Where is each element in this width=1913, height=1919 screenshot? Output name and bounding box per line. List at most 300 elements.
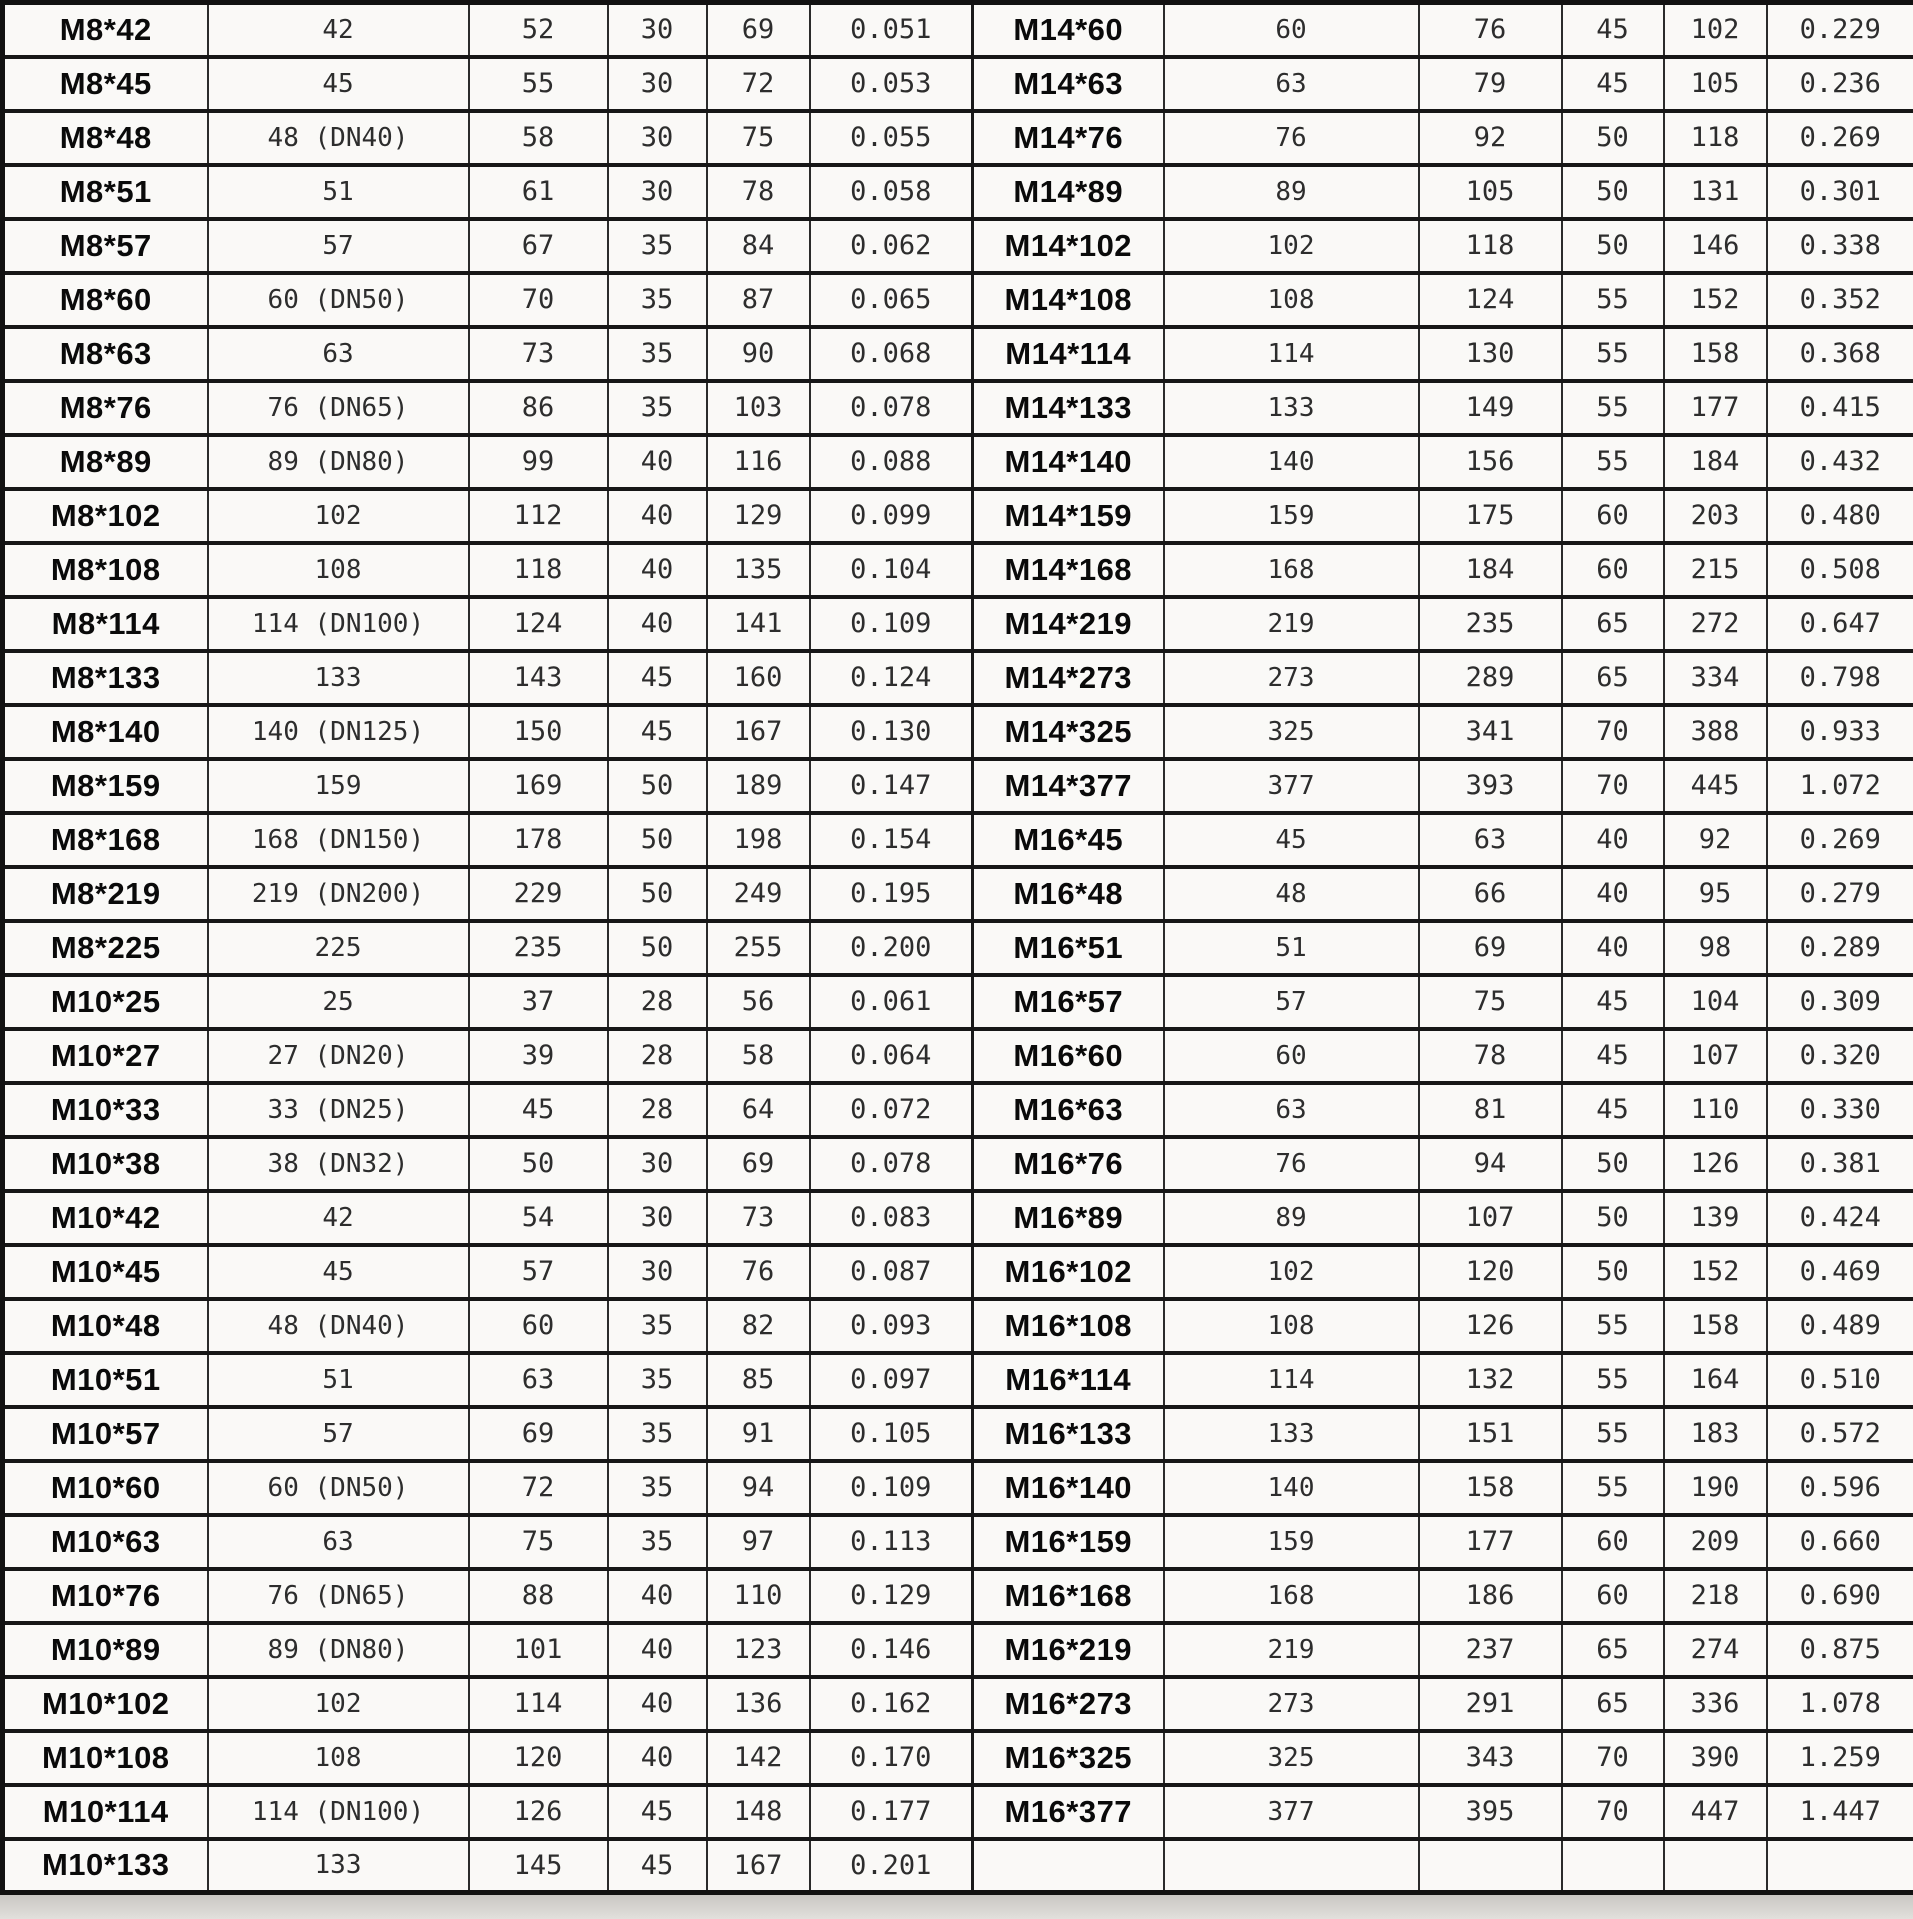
- value-cell: 168 (DN150): [208, 813, 469, 867]
- model-cell: M14*60: [973, 3, 1164, 57]
- model-cell: M16*57: [973, 975, 1164, 1029]
- value-cell: 0.093: [810, 1299, 973, 1353]
- value-cell: 129: [707, 489, 810, 543]
- value-cell: 123: [707, 1623, 810, 1677]
- value-cell: 42: [208, 1191, 469, 1245]
- value-cell: 0.062: [810, 219, 973, 273]
- value-cell: 140: [1164, 1461, 1419, 1515]
- model-cell: M16*89: [973, 1191, 1164, 1245]
- model-cell: M16*377: [973, 1785, 1164, 1839]
- value-cell: 40: [1562, 921, 1664, 975]
- value-cell: 51: [208, 1353, 469, 1407]
- value-cell: 103: [707, 381, 810, 435]
- value-cell: 45: [208, 1245, 469, 1299]
- value-cell: 114 (DN100): [208, 1785, 469, 1839]
- value-cell: 35: [608, 381, 707, 435]
- model-cell: M14*63: [973, 57, 1164, 111]
- model-cell: M10*51: [3, 1353, 208, 1407]
- value-cell: 90: [707, 327, 810, 381]
- value-cell: 169: [469, 759, 608, 813]
- value-cell: 118: [1419, 219, 1562, 273]
- model-cell: M16*133: [973, 1407, 1164, 1461]
- model-cell: M10*25: [3, 975, 208, 1029]
- value-cell: 135: [707, 543, 810, 597]
- table-row: [3, 219, 1913, 273]
- value-cell: 175: [1419, 489, 1562, 543]
- value-cell: 60: [1164, 1029, 1419, 1083]
- value-cell: 136: [707, 1677, 810, 1731]
- value-cell: 92: [1419, 111, 1562, 165]
- value-cell: 273: [1164, 651, 1419, 705]
- value-cell: 102: [208, 1677, 469, 1731]
- value-cell: 105: [1664, 57, 1767, 111]
- value-cell: 57: [208, 1407, 469, 1461]
- table-row: [3, 327, 1913, 381]
- model-cell: M8*225: [3, 921, 208, 975]
- value-cell: 145: [469, 1839, 608, 1893]
- value-cell: 73: [707, 1191, 810, 1245]
- value-cell: 45: [608, 1785, 707, 1839]
- model-cell: M14*108: [973, 273, 1164, 327]
- value-cell: 0.301: [1767, 165, 1913, 219]
- value-cell: 0.072: [810, 1083, 973, 1137]
- value-cell: 60: [1562, 1569, 1664, 1623]
- value-cell: 45: [1562, 3, 1664, 57]
- value-cell: 97: [707, 1515, 810, 1569]
- model-cell: M10*57: [3, 1407, 208, 1461]
- model-cell: M14*273: [973, 651, 1164, 705]
- value-cell: 1.447: [1767, 1785, 1913, 1839]
- value-cell: 164: [1664, 1353, 1767, 1407]
- value-cell: 0.432: [1767, 435, 1913, 489]
- value-cell: 101: [469, 1623, 608, 1677]
- model-cell: M14*76: [973, 111, 1164, 165]
- model-cell: M14*114: [973, 327, 1164, 381]
- value-cell: 0.415: [1767, 381, 1913, 435]
- value-cell: 0.078: [810, 381, 973, 435]
- value-cell: 325: [1164, 705, 1419, 759]
- value-cell: 60 (DN50): [208, 1461, 469, 1515]
- value-cell: 75: [469, 1515, 608, 1569]
- model-cell: M8*48: [3, 111, 208, 165]
- model-cell: M16*60: [973, 1029, 1164, 1083]
- model-cell: M16*108: [973, 1299, 1164, 1353]
- value-cell: 0.109: [810, 1461, 973, 1515]
- value-cell: 141: [707, 597, 810, 651]
- value-cell: 63: [208, 327, 469, 381]
- model-cell: M16*325: [973, 1731, 1164, 1785]
- table-row: [3, 1623, 1913, 1677]
- value-cell: 52: [469, 3, 608, 57]
- value-cell: 219 (DN200): [208, 867, 469, 921]
- value-cell: 48 (DN40): [208, 1299, 469, 1353]
- model-cell: [973, 1839, 1164, 1893]
- table-row: [3, 1677, 1913, 1731]
- value-cell: 55: [1562, 1407, 1664, 1461]
- value-cell: 45: [1562, 57, 1664, 111]
- value-cell: 0.051: [810, 3, 973, 57]
- value-cell: 152: [1664, 273, 1767, 327]
- value-cell: 81: [1419, 1083, 1562, 1137]
- value-cell: 38 (DN32): [208, 1137, 469, 1191]
- table-row: [3, 921, 1913, 975]
- value-cell: 0.065: [810, 273, 973, 327]
- table-row: [3, 1299, 1913, 1353]
- model-cell: M8*60: [3, 273, 208, 327]
- value-cell: 104: [1664, 975, 1767, 1029]
- table-row: [3, 1083, 1913, 1137]
- value-cell: 50: [1562, 1245, 1664, 1299]
- value-cell: 86: [469, 381, 608, 435]
- model-cell: M10*60: [3, 1461, 208, 1515]
- value-cell: 120: [469, 1731, 608, 1785]
- value-cell: 99: [469, 435, 608, 489]
- value-cell: 69: [469, 1407, 608, 1461]
- value-cell: 108: [208, 543, 469, 597]
- value-cell: 0.480: [1767, 489, 1913, 543]
- model-cell: M16*45: [973, 813, 1164, 867]
- value-cell: 78: [1419, 1029, 1562, 1083]
- model-cell: M16*102: [973, 1245, 1164, 1299]
- value-cell: 0.087: [810, 1245, 973, 1299]
- value-cell: 235: [1419, 597, 1562, 651]
- value-cell: 0.146: [810, 1623, 973, 1677]
- value-cell: 76: [1164, 1137, 1419, 1191]
- model-cell: M10*45: [3, 1245, 208, 1299]
- value-cell: 30: [608, 1245, 707, 1299]
- model-cell: M10*114: [3, 1785, 208, 1839]
- value-cell: 70: [469, 273, 608, 327]
- value-cell: 82: [707, 1299, 810, 1353]
- value-cell: 0.147: [810, 759, 973, 813]
- table-row: [3, 1137, 1913, 1191]
- value-cell: 94: [1419, 1137, 1562, 1191]
- value-cell: 61: [469, 165, 608, 219]
- table-row: [3, 1245, 1913, 1299]
- model-cell: M10*27: [3, 1029, 208, 1083]
- value-cell: 0.660: [1767, 1515, 1913, 1569]
- value-cell: 42: [208, 3, 469, 57]
- value-cell: 447: [1664, 1785, 1767, 1839]
- value-cell: 255: [707, 921, 810, 975]
- model-cell: M14*89: [973, 165, 1164, 219]
- model-cell: M16*273: [973, 1677, 1164, 1731]
- value-cell: 177: [1664, 381, 1767, 435]
- value-cell: 0.124: [810, 651, 973, 705]
- value-cell: 177: [1419, 1515, 1562, 1569]
- value-cell: 70: [1562, 1731, 1664, 1785]
- value-cell: 79: [1419, 57, 1562, 111]
- value-cell: 35: [608, 219, 707, 273]
- value-cell: 325: [1164, 1731, 1419, 1785]
- model-cell: M14*325: [973, 705, 1164, 759]
- value-cell: 184: [1419, 543, 1562, 597]
- value-cell: 45: [469, 1083, 608, 1137]
- value-cell: 272: [1664, 597, 1767, 651]
- value-cell: 76 (DN65): [208, 1569, 469, 1623]
- value-cell: 168: [1164, 1569, 1419, 1623]
- value-cell: 0.088: [810, 435, 973, 489]
- value-cell: 54: [469, 1191, 608, 1245]
- value-cell: 189: [707, 759, 810, 813]
- model-cell: M16*76: [973, 1137, 1164, 1191]
- value-cell: 114: [469, 1677, 608, 1731]
- value-cell: 158: [1419, 1461, 1562, 1515]
- table-row: [3, 813, 1913, 867]
- value-cell: 126: [469, 1785, 608, 1839]
- value-cell: 140 (DN125): [208, 705, 469, 759]
- value-cell: 0.269: [1767, 813, 1913, 867]
- value-cell: 45: [1562, 1083, 1664, 1137]
- value-cell: 45: [608, 651, 707, 705]
- value-cell: 0.236: [1767, 57, 1913, 111]
- value-cell: 235: [469, 921, 608, 975]
- value-cell: 40: [608, 597, 707, 651]
- value-cell: 69: [707, 1137, 810, 1191]
- value-cell: 60: [1562, 1515, 1664, 1569]
- value-cell: 72: [469, 1461, 608, 1515]
- value-cell: 58: [469, 111, 608, 165]
- value-cell: 1.259: [1767, 1731, 1913, 1785]
- model-cell: M8*168: [3, 813, 208, 867]
- value-cell: 40: [1562, 813, 1664, 867]
- value-cell: 30: [608, 1137, 707, 1191]
- value-cell: 132: [1419, 1353, 1562, 1407]
- value-cell: 108: [208, 1731, 469, 1785]
- value-cell: 50: [1562, 219, 1664, 273]
- table-row: [3, 597, 1913, 651]
- value-cell: 116: [707, 435, 810, 489]
- value-cell: 67: [469, 219, 608, 273]
- model-cell: M16*48: [973, 867, 1164, 921]
- value-cell: 76: [1164, 111, 1419, 165]
- value-cell: 0.129: [810, 1569, 973, 1623]
- value-cell: 65: [1562, 1677, 1664, 1731]
- value-cell: 55: [1562, 327, 1664, 381]
- value-cell: 30: [608, 57, 707, 111]
- value-cell: 88: [469, 1569, 608, 1623]
- value-cell: 237: [1419, 1623, 1562, 1677]
- value-cell: 0.154: [810, 813, 973, 867]
- value-cell: 159: [208, 759, 469, 813]
- value-cell: 336: [1664, 1677, 1767, 1731]
- value-cell: 76: [707, 1245, 810, 1299]
- value-cell: 37: [469, 975, 608, 1029]
- value-cell: 219: [1164, 597, 1419, 651]
- value-cell: 102: [1164, 1245, 1419, 1299]
- value-cell: 112: [469, 489, 608, 543]
- value-cell: [1767, 1839, 1913, 1893]
- value-cell: 118: [469, 543, 608, 597]
- value-cell: 0.424: [1767, 1191, 1913, 1245]
- value-cell: 64: [707, 1083, 810, 1137]
- value-cell: 84: [707, 219, 810, 273]
- value-cell: 91: [707, 1407, 810, 1461]
- value-cell: 0.289: [1767, 921, 1913, 975]
- value-cell: 108: [1164, 273, 1419, 327]
- table-row: [3, 759, 1913, 813]
- value-cell: 167: [707, 1839, 810, 1893]
- table-row: [3, 435, 1913, 489]
- value-cell: 60 (DN50): [208, 273, 469, 327]
- value-cell: 114: [1164, 327, 1419, 381]
- value-cell: 198: [707, 813, 810, 867]
- model-cell: M16*63: [973, 1083, 1164, 1137]
- value-cell: 89: [1164, 1191, 1419, 1245]
- value-cell: [1419, 1839, 1562, 1893]
- model-cell: M10*133: [3, 1839, 208, 1893]
- value-cell: 156: [1419, 435, 1562, 489]
- value-cell: 50: [1562, 165, 1664, 219]
- value-cell: 190: [1664, 1461, 1767, 1515]
- value-cell: 35: [608, 1353, 707, 1407]
- model-cell: M8*219: [3, 867, 208, 921]
- table-row: [3, 489, 1913, 543]
- value-cell: 126: [1664, 1137, 1767, 1191]
- value-cell: 124: [1419, 273, 1562, 327]
- value-cell: 151: [1419, 1407, 1562, 1461]
- value-cell: 87: [707, 273, 810, 327]
- value-cell: 0.320: [1767, 1029, 1913, 1083]
- value-cell: 334: [1664, 651, 1767, 705]
- value-cell: 66: [1419, 867, 1562, 921]
- model-cell: M16*114: [973, 1353, 1164, 1407]
- value-cell: 73: [469, 327, 608, 381]
- value-cell: 40: [608, 1677, 707, 1731]
- value-cell: 78: [707, 165, 810, 219]
- value-cell: 28: [608, 1083, 707, 1137]
- value-cell: 148: [707, 1785, 810, 1839]
- value-cell: 55: [1562, 1353, 1664, 1407]
- value-cell: 40: [608, 543, 707, 597]
- value-cell: 55: [1562, 435, 1664, 489]
- value-cell: 70: [1562, 759, 1664, 813]
- value-cell: 60: [1164, 3, 1419, 57]
- value-cell: 130: [1419, 327, 1562, 381]
- value-cell: 63: [1164, 57, 1419, 111]
- value-cell: 94: [707, 1461, 810, 1515]
- table-row: [3, 111, 1913, 165]
- value-cell: 110: [707, 1569, 810, 1623]
- value-cell: 85: [707, 1353, 810, 1407]
- value-cell: 120: [1419, 1245, 1562, 1299]
- value-cell: 0.489: [1767, 1299, 1913, 1353]
- model-cell: M8*57: [3, 219, 208, 273]
- value-cell: 39: [469, 1029, 608, 1083]
- model-cell: M10*89: [3, 1623, 208, 1677]
- value-cell: 55: [1562, 273, 1664, 327]
- value-cell: 40: [608, 489, 707, 543]
- value-cell: 343: [1419, 1731, 1562, 1785]
- model-cell: M10*108: [3, 1731, 208, 1785]
- value-cell: 388: [1664, 705, 1767, 759]
- value-cell: 57: [208, 219, 469, 273]
- value-cell: 0.572: [1767, 1407, 1913, 1461]
- value-cell: 445: [1664, 759, 1767, 813]
- model-cell: M16*159: [973, 1515, 1164, 1569]
- model-cell: M16*168: [973, 1569, 1164, 1623]
- model-cell: M8*108: [3, 543, 208, 597]
- value-cell: 0.309: [1767, 975, 1913, 1029]
- value-cell: 225: [208, 921, 469, 975]
- value-cell: 114 (DN100): [208, 597, 469, 651]
- value-cell: 110: [1664, 1083, 1767, 1137]
- value-cell: 50: [608, 759, 707, 813]
- model-cell: M16*51: [973, 921, 1164, 975]
- value-cell: 25: [208, 975, 469, 1029]
- value-cell: 0.055: [810, 111, 973, 165]
- value-cell: 40: [608, 1569, 707, 1623]
- value-cell: 55: [1562, 1299, 1664, 1353]
- value-cell: 0.279: [1767, 867, 1913, 921]
- table-row: [3, 651, 1913, 705]
- model-cell: M8*42: [3, 3, 208, 57]
- model-cell: M8*51: [3, 165, 208, 219]
- value-cell: 0.078: [810, 1137, 973, 1191]
- value-cell: 63: [1164, 1083, 1419, 1137]
- value-cell: 395: [1419, 1785, 1562, 1839]
- value-cell: 0.690: [1767, 1569, 1913, 1623]
- value-cell: 0.053: [810, 57, 973, 111]
- value-cell: 48: [1164, 867, 1419, 921]
- table-row: [3, 1407, 1913, 1461]
- table-row: [3, 3, 1913, 57]
- value-cell: 183: [1664, 1407, 1767, 1461]
- value-cell: 40: [608, 435, 707, 489]
- value-cell: 0.381: [1767, 1137, 1913, 1191]
- value-cell: 65: [1562, 597, 1664, 651]
- model-cell: M8*140: [3, 705, 208, 759]
- value-cell: [1664, 1839, 1767, 1893]
- value-cell: 0.177: [810, 1785, 973, 1839]
- value-cell: 0.064: [810, 1029, 973, 1083]
- value-cell: 158: [1664, 327, 1767, 381]
- value-cell: 140: [1164, 435, 1419, 489]
- table-row: [3, 1461, 1913, 1515]
- value-cell: 124: [469, 597, 608, 651]
- value-cell: 45: [1562, 1029, 1664, 1083]
- value-cell: 50: [1562, 1191, 1664, 1245]
- model-cell: M8*45: [3, 57, 208, 111]
- value-cell: 45: [208, 57, 469, 111]
- value-cell: 0.875: [1767, 1623, 1913, 1677]
- value-cell: 35: [608, 273, 707, 327]
- value-cell: 60: [1562, 489, 1664, 543]
- value-cell: 102: [1664, 3, 1767, 57]
- value-cell: 167: [707, 705, 810, 759]
- value-cell: 30: [608, 3, 707, 57]
- value-cell: 89 (DN80): [208, 435, 469, 489]
- model-cell: M8*89: [3, 435, 208, 489]
- value-cell: 0.596: [1767, 1461, 1913, 1515]
- value-cell: 159: [1164, 1515, 1419, 1569]
- value-cell: 0.170: [810, 1731, 973, 1785]
- value-cell: 0.330: [1767, 1083, 1913, 1137]
- value-cell: 40: [1562, 867, 1664, 921]
- scan-edge-artifact: [0, 1895, 1913, 1919]
- value-cell: 95: [1664, 867, 1767, 921]
- value-cell: 133: [1164, 1407, 1419, 1461]
- value-cell: 203: [1664, 489, 1767, 543]
- value-cell: 55: [469, 57, 608, 111]
- table-row: [3, 57, 1913, 111]
- value-cell: 229: [469, 867, 608, 921]
- value-cell: 0.200: [810, 921, 973, 975]
- value-cell: 133: [208, 651, 469, 705]
- value-cell: 249: [707, 867, 810, 921]
- value-cell: 75: [707, 111, 810, 165]
- value-cell: 58: [707, 1029, 810, 1083]
